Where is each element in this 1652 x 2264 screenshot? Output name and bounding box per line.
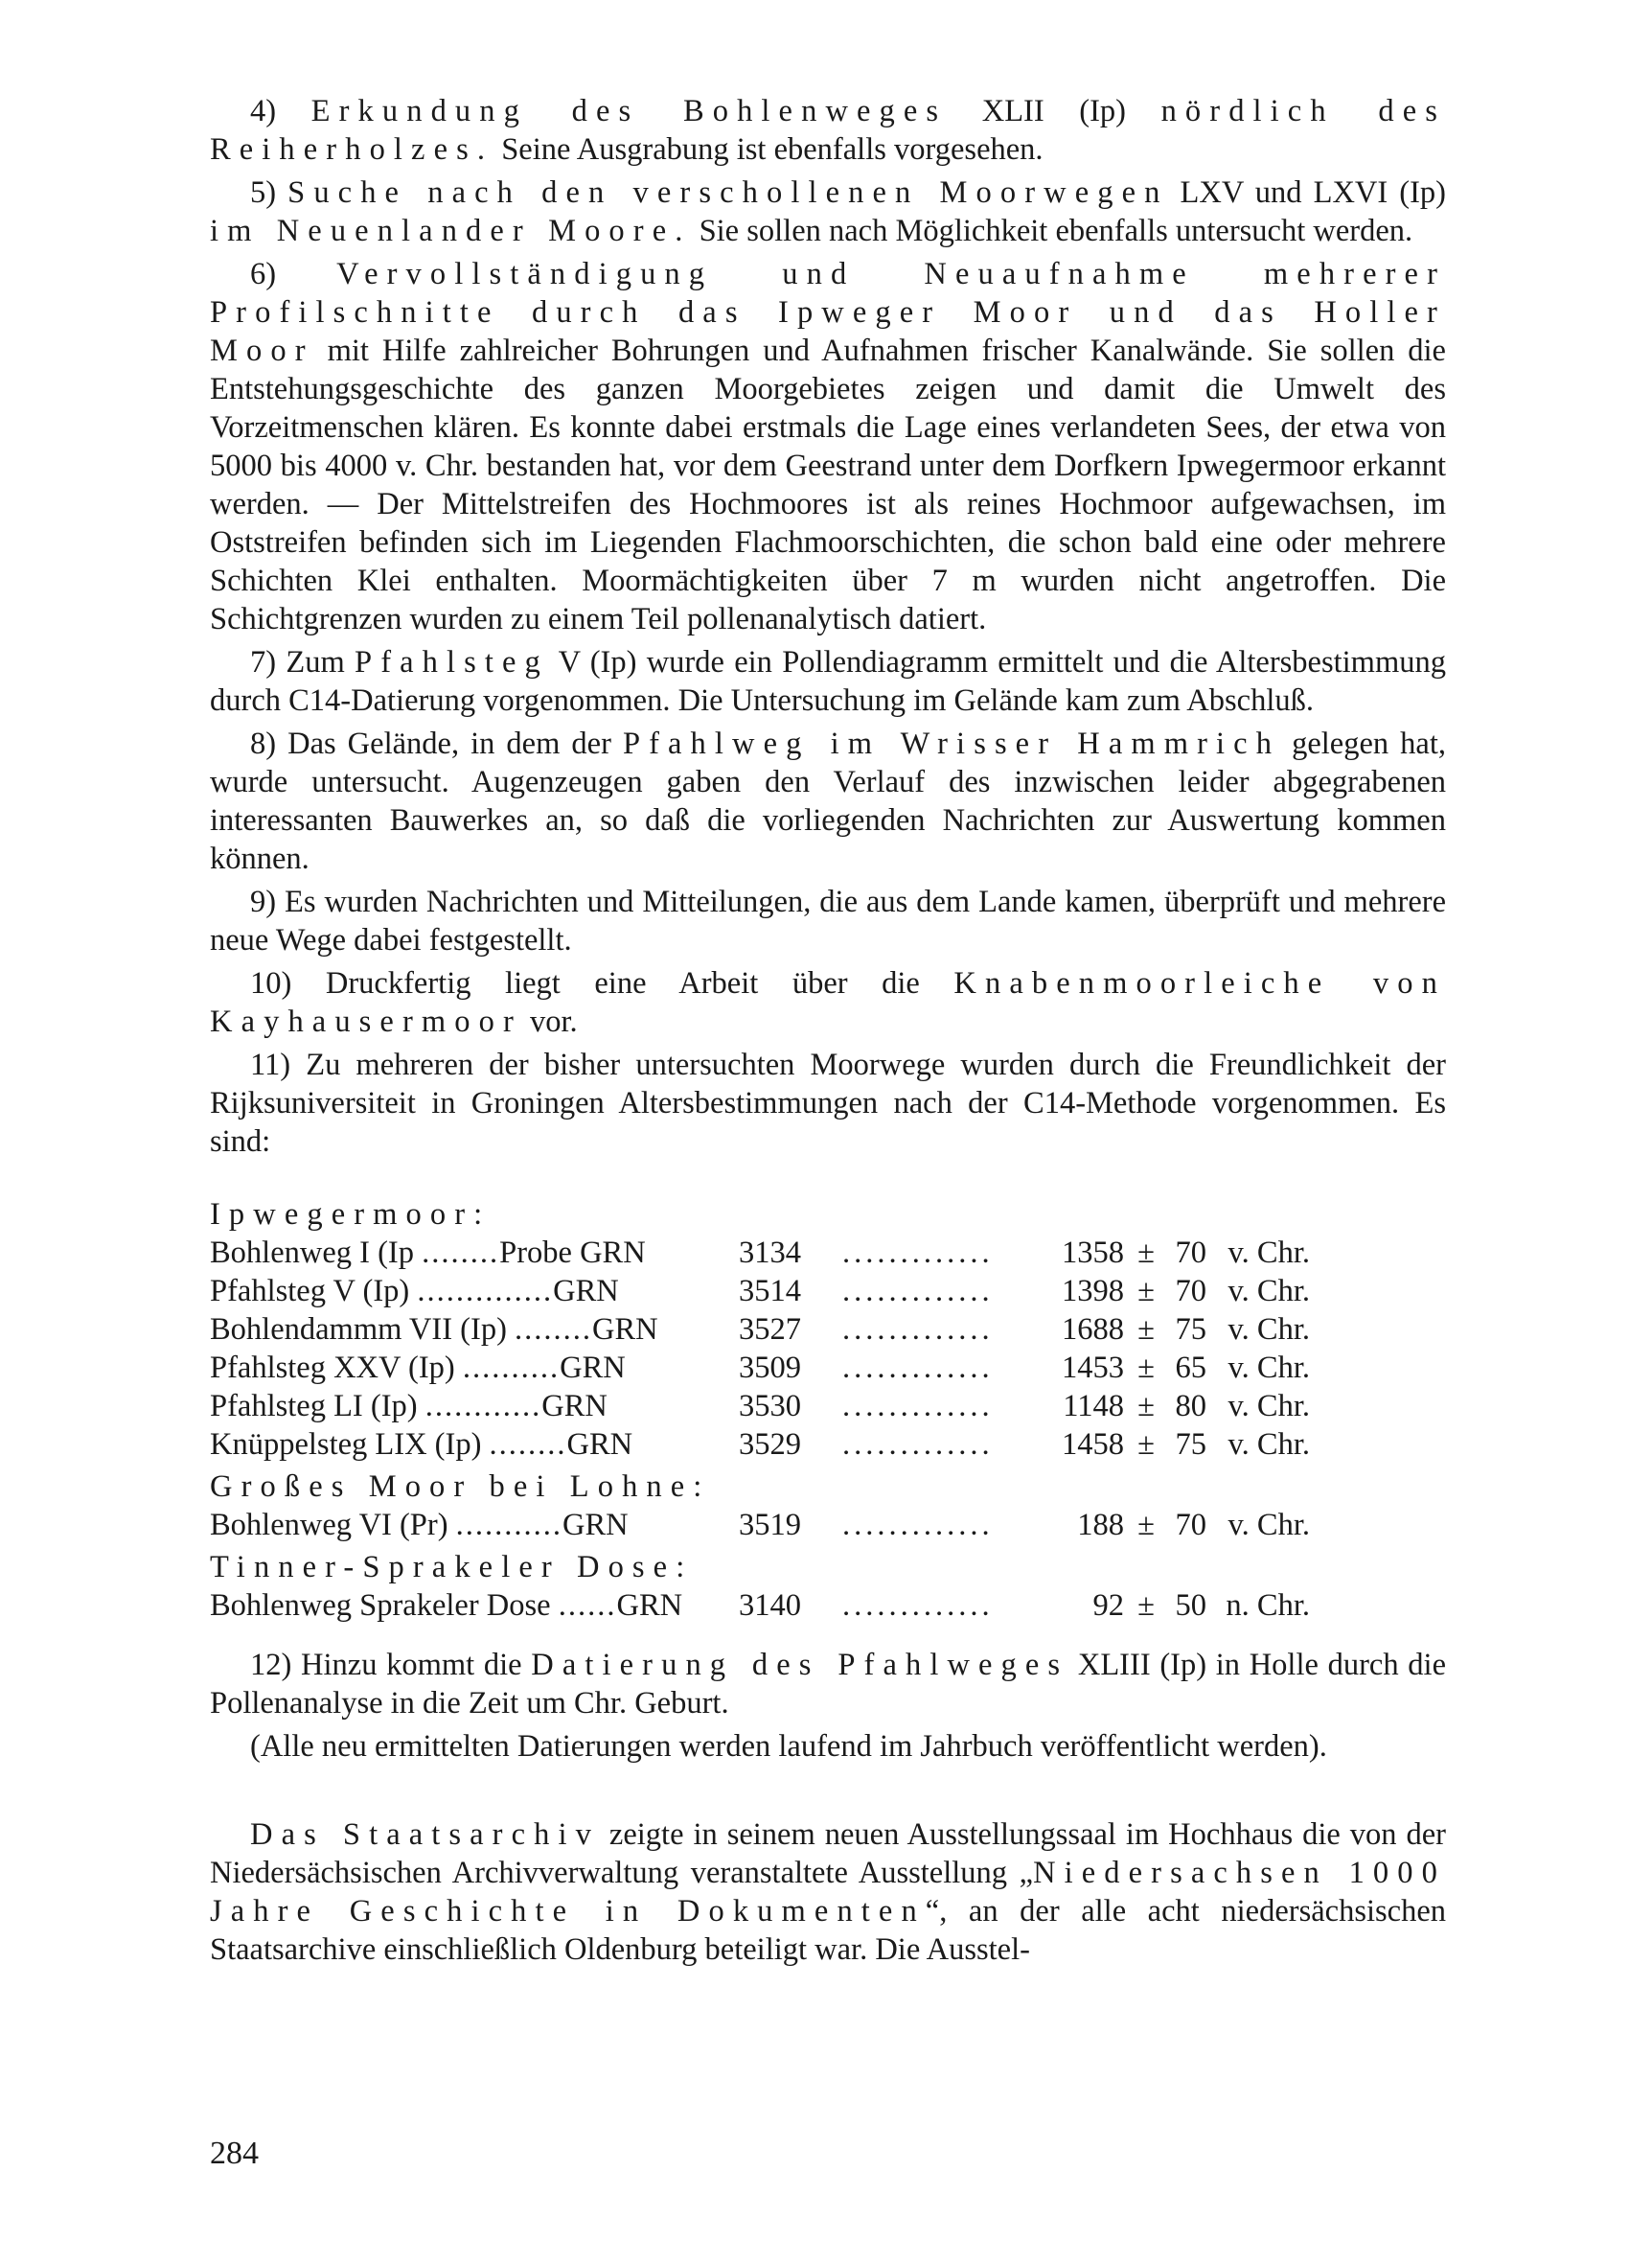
dating-cell	[1168, 1349, 1206, 1387]
date-error: 75	[1175, 1427, 1206, 1462]
dating-cell	[1168, 1310, 1206, 1349]
leader-dots: .............	[842, 1508, 994, 1542]
plus-minus: ±	[1137, 1312, 1155, 1347]
date-year: 92	[1092, 1588, 1124, 1623]
dating-cell	[739, 1425, 842, 1464]
spaced-emphasis: Suche nach den verschollenen Moorwegen	[287, 175, 1169, 210]
dating-cell	[1168, 1425, 1206, 1464]
dating-cell	[1206, 1272, 1310, 1310]
leader-dots: ..........	[462, 1351, 561, 1385]
spaced-emphasis: Niedersachsen 1000 Jahre Geschichte in Dokumenten	[210, 1856, 1446, 1929]
dating-cell	[1051, 1234, 1124, 1272]
dating-cell	[739, 1310, 842, 1349]
date-era: v. Chr.	[1228, 1427, 1310, 1462]
dating-cell	[210, 1506, 739, 1544]
item-9	[210, 883, 1446, 959]
item-number: 11)	[250, 1048, 291, 1082]
dating-cell	[1124, 1349, 1168, 1387]
dating-row	[210, 1586, 1446, 1625]
dating-cell	[1168, 1387, 1206, 1425]
dating-cell	[1124, 1234, 1168, 1272]
sample-number: 3530	[739, 1389, 801, 1423]
item-6	[210, 255, 1446, 638]
date-era: v. Chr.	[1228, 1351, 1310, 1385]
item-number: 12)	[250, 1648, 292, 1682]
spaced-emphasis: Das Staatsarchiv	[250, 1817, 600, 1852]
dating-row	[210, 1234, 1446, 1272]
sample-name: Pfahlsteg V (Ip)	[210, 1274, 418, 1308]
dating-cell	[1051, 1387, 1124, 1425]
plus-minus: ±	[1137, 1236, 1155, 1270]
date-era: n. Chr.	[1226, 1588, 1310, 1623]
dating-cell	[1124, 1586, 1168, 1625]
dating-cell	[739, 1586, 842, 1625]
dating-cell	[1051, 1349, 1124, 1387]
item-number: 5)	[250, 175, 277, 210]
item-text: Seine Ausgrabung ist ebenfalls vorgesehen.	[493, 132, 1044, 167]
dating-cell	[1206, 1586, 1310, 1625]
item-text: Es wurden Nachrichten und Mitteilungen, die aus dem Lande kamen, überprüft und mehrere neue Wege dabei festgestellt.	[210, 885, 1446, 958]
date-error: 70	[1175, 1274, 1206, 1308]
dating-row	[210, 1310, 1446, 1349]
dating-cell	[1168, 1234, 1206, 1272]
dating-cell	[210, 1586, 739, 1625]
plus-minus: ±	[1137, 1588, 1155, 1623]
leader-dots: .............	[842, 1312, 994, 1347]
item-text: Das Gelände, in dem der	[276, 727, 623, 761]
lab-code: GRN	[562, 1508, 629, 1542]
dating-cell	[1124, 1387, 1168, 1425]
leader-dots: ............	[424, 1389, 542, 1423]
dating-note: (Alle neu ermittelten Datierungen werden laufend im Jahrbuch veröffentlicht werden).	[250, 1729, 1327, 1764]
page-body	[210, 92, 1446, 1974]
lab-code: GRN	[616, 1588, 683, 1623]
date-year: 188	[1077, 1508, 1124, 1542]
item-5	[210, 173, 1446, 250]
dating-cell	[210, 1272, 739, 1310]
leader-dots: ......	[558, 1588, 617, 1623]
dating-cell	[1206, 1310, 1310, 1349]
dating-cell	[1124, 1506, 1168, 1544]
item-number: 8)	[250, 727, 277, 761]
date-error: 80	[1175, 1389, 1206, 1423]
date-year: 1398	[1062, 1274, 1124, 1308]
date-year: 1148	[1063, 1389, 1124, 1423]
dating-cell	[842, 1586, 1051, 1625]
date-error: 75	[1175, 1312, 1206, 1347]
dating-group-heading: Tinner-Sprakeler Dose:	[210, 1550, 694, 1584]
item-text: Zu mehreren der bisher untersuchten Moorwege wurden durch die Freundlichkeit der Rijksuniversiteit in Groningen Altersbestimmungen nach der C14-Methode vorgenommen. Es sind:	[210, 1048, 1446, 1159]
lab-code: GRN	[566, 1427, 633, 1462]
date-error: 65	[1175, 1351, 1206, 1385]
leader-dots: ..............	[417, 1274, 554, 1308]
dating-cell	[842, 1310, 1051, 1349]
sample-number: 3529	[739, 1427, 801, 1462]
item-11	[210, 1046, 1446, 1161]
date-error: 70	[1175, 1508, 1206, 1542]
dating-group-heading: Ipwegermoor:	[210, 1197, 492, 1232]
sample-name: Bohlenweg I (Ip	[210, 1236, 423, 1270]
date-era: v. Chr.	[1228, 1236, 1310, 1270]
date-error: 70	[1175, 1236, 1206, 1270]
paragraph-text: zeigte in seinem neuen Ausstellungssaal im Hochhaus die von der Niedersächsischen Archivverwaltung veranstaltete Ausstellung „	[210, 1817, 1446, 1890]
sample-name: Bohlenweg Sprakeler Dose	[210, 1588, 559, 1623]
dating-cell	[210, 1387, 739, 1425]
dating-row	[210, 1272, 1446, 1310]
dating-group-heading: Großes Moor bei Lohne:	[210, 1469, 711, 1504]
sample-name: Pfahlsteg XXV (Ip)	[210, 1351, 463, 1385]
item-text: Zum	[276, 645, 356, 680]
dating-cell	[1051, 1425, 1124, 1464]
dating-cell	[210, 1310, 739, 1349]
item-text: LXV und LXVI (Ip)	[1168, 175, 1447, 210]
dating-cell	[1168, 1586, 1206, 1625]
dating-row	[210, 1425, 1446, 1464]
dating-cell	[1051, 1310, 1124, 1349]
item-text: Hinzu kommt die	[291, 1648, 532, 1682]
dating-cell	[739, 1272, 842, 1310]
sample-name: Knüppelsteg LIX (Ip)	[210, 1427, 490, 1462]
dating-cell	[1206, 1349, 1310, 1387]
sample-name: Bohlenweg VI (Pr)	[210, 1508, 456, 1542]
lab-code: GRN	[592, 1312, 658, 1347]
item-12	[210, 1646, 1446, 1722]
dating-row	[210, 1387, 1446, 1425]
item-text: Sie sollen nach Möglichkeit ebenfalls untersucht werden.	[691, 214, 1413, 248]
after-table	[210, 1646, 1446, 1766]
item-number: 7)	[250, 645, 277, 680]
item-8	[210, 725, 1446, 878]
dating-cell	[210, 1425, 739, 1464]
dating-cell	[1124, 1310, 1168, 1349]
plus-minus: ±	[1137, 1351, 1155, 1385]
date-era: v. Chr.	[1228, 1389, 1310, 1423]
item-text: V (Ip) wurde ein Pollendiagramm ermittelt und die Altersbestimmung durch C14-Datierung vorgenommen. Die Untersuchung im Gelände kam zum Abschluß.	[210, 645, 1446, 718]
date-year: 1458	[1062, 1427, 1124, 1462]
leader-dots: .............	[842, 1389, 994, 1423]
dating-cell	[1168, 1506, 1206, 1544]
item-text: mit Hilfe zahlreicher Bohrungen und Aufnahmen frischer Kanalwände. Sie sollen die Entstehungsgeschichte des ganzen Moorgebietes zeigen und damit die Umwelt des Vorzeitmenschen klären. Es konnte dabei erstmals die Lage eines verlandeten Sees, der etwa von 5000 bis 4000 v. Chr. bestanden hat, vor dem Geestrand unter dem Dorfkern Ipwegermoor erkannt werden. — Der Mittelstreifen des Hochmoores ist als reines Hochmoor aufgewachsen, im Oststreifen befinden sich im Liegenden Flachmoorschichten, die schon bald eine oder mehrere Schichten Klei enthalten. Moormächtigkeiten über 7 m wurden nicht angetroffen. Die Schichtgrenzen wurden zu einem Teil pollenanalytisch datiert.	[210, 334, 1446, 636]
date-era: v. Chr.	[1228, 1274, 1310, 1308]
date-era: v. Chr.	[1228, 1508, 1310, 1542]
sample-number: 3519	[739, 1508, 801, 1542]
plus-minus: ±	[1137, 1508, 1155, 1542]
dating-cell	[739, 1506, 842, 1544]
dating-cell	[1051, 1506, 1124, 1544]
lab-code: GRN	[541, 1389, 608, 1423]
dating-cell	[210, 1349, 739, 1387]
lab-code: GRN	[553, 1274, 619, 1308]
dating-cell	[1124, 1425, 1168, 1464]
dating-cell	[1206, 1387, 1310, 1425]
sample-number: 3509	[739, 1351, 801, 1385]
date-error: 50	[1175, 1588, 1206, 1623]
page-number: 284	[210, 2136, 259, 2171]
dating-row	[210, 1349, 1446, 1387]
lab-code: Probe GRN	[499, 1236, 646, 1270]
item-text: XLII (Ip)	[947, 94, 1161, 128]
leader-dots: .............	[842, 1427, 994, 1462]
dating-cell	[842, 1234, 1051, 1272]
item-number: 9)	[250, 885, 277, 919]
sample-number: 3514	[739, 1274, 801, 1308]
sample-name: Pfahlsteg LI (Ip)	[210, 1389, 425, 1423]
item-text: Druckfertig liegt eine Arbeit über die	[291, 966, 954, 1001]
lab-code: GRN	[560, 1351, 626, 1385]
dating-cell	[1206, 1506, 1310, 1544]
dating-cell	[842, 1425, 1051, 1464]
plus-minus: ±	[1137, 1274, 1155, 1308]
dating-cell	[842, 1387, 1051, 1425]
dating-cell	[842, 1506, 1051, 1544]
sample-number: 3134	[739, 1236, 801, 1270]
spaced-emphasis: Datierung des Pfahlweges	[531, 1648, 1069, 1682]
dating-cell	[739, 1387, 842, 1425]
leader-dots: .............	[842, 1274, 994, 1308]
dating-row	[210, 1506, 1446, 1544]
dating-cell	[1051, 1272, 1124, 1310]
item-text: XLIII (Ip) in Holle durch die Pollenanalyse in die Zeit um Chr. Geburt.	[210, 1648, 1446, 1721]
dating-cell	[1206, 1234, 1310, 1272]
dating-cell	[1051, 1586, 1124, 1625]
item-text: gelegen hat, wurde untersucht. Augenzeugen gaben den Verlauf des inzwischen leider abgegrabenen interessanten Bauwerkes an, so daß die vorliegenden Nachrichten zur Auswertung kommen können.	[210, 727, 1446, 876]
leader-dots: ........	[489, 1427, 567, 1462]
item-number: 10)	[250, 966, 292, 1001]
item-7	[210, 643, 1446, 720]
sample-name: Bohlendammm VII (Ip)	[210, 1312, 516, 1347]
dating-cell	[842, 1272, 1051, 1310]
dating-table	[210, 1195, 1446, 1625]
spaced-emphasis: Pfahlweg im Wrisser Hammrich	[622, 727, 1281, 761]
spaced-emphasis: nördlich des Reiherholzes.	[210, 94, 1446, 167]
spaced-emphasis: Knabenmoorleiche von Kayhausermoor	[210, 966, 1446, 1039]
leader-dots: .............	[842, 1236, 994, 1270]
dating-cell	[1168, 1272, 1206, 1310]
dating-cell	[842, 1349, 1051, 1387]
leader-dots: .............	[842, 1351, 994, 1385]
date-era: v. Chr.	[1228, 1312, 1310, 1347]
date-year: 1453	[1062, 1351, 1124, 1385]
item-number: 4)	[250, 94, 277, 128]
leader-dots: .............	[842, 1588, 994, 1623]
dating-cell	[210, 1234, 739, 1272]
spaced-emphasis: Pfahlsteg	[355, 645, 549, 680]
dating-cell	[739, 1349, 842, 1387]
leader-dots: ........	[422, 1236, 500, 1270]
dating-cell	[739, 1234, 842, 1272]
item-10	[210, 964, 1446, 1041]
leader-dots: ........	[515, 1312, 593, 1347]
leader-dots: ...........	[455, 1508, 563, 1542]
date-year: 1358	[1062, 1236, 1124, 1270]
staatsarchiv-paragraph	[210, 1815, 1446, 1969]
date-year: 1688	[1062, 1312, 1124, 1347]
spaced-emphasis: Erkundung des Bohlenweges	[310, 94, 948, 128]
plus-minus: ±	[1137, 1427, 1155, 1462]
sample-number: 3527	[739, 1312, 801, 1347]
dating-cell	[1206, 1425, 1310, 1464]
sample-number: 3140	[739, 1588, 801, 1623]
item-4	[210, 92, 1446, 169]
spaced-emphasis: Vervollständigung und Neuaufnahme mehrerer Profilschnitte durch das Ipweger Moor und das Holler Moor	[210, 257, 1446, 368]
item-number: 6)	[250, 257, 277, 291]
paragraph-text: “, an der alle acht niedersächsischen Staatsarchive einschließlich Oldenburg beteiligt war. Die Ausstel-	[210, 1894, 1446, 1967]
item-text: vor.	[521, 1005, 578, 1039]
plus-minus: ±	[1137, 1389, 1155, 1423]
dating-cell	[1124, 1272, 1168, 1310]
spaced-emphasis: im Neuenlander Moore.	[210, 214, 692, 248]
